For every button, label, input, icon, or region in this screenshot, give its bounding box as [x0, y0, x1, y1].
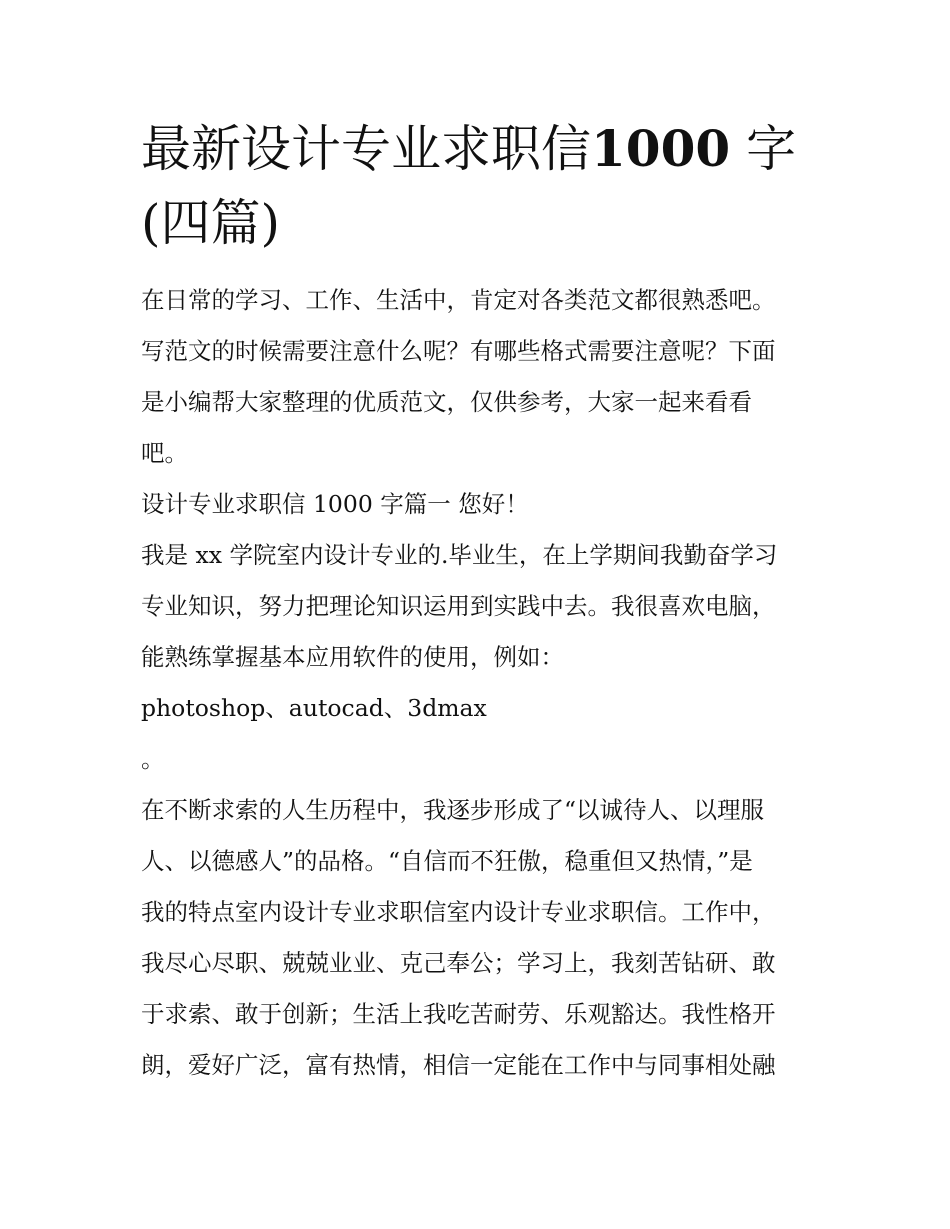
body-line: 在日常的学习、工作、生活中，肯定对各类范文都很熟悉吧。: [141, 286, 776, 314]
section-heading: 设计专业求职信 1000 字篇一 您好！: [141, 490, 529, 518]
body-line: 我尽心尽职、兢兢业业、克己奉公；学习上，我刻苦钻研、敢: [141, 949, 776, 977]
body-line: photoshop、autocad、3dmax: [141, 694, 487, 722]
body-line: 于求索、敢于创新；生活上我吃苦耐劳、乐观豁达。我性格开: [141, 1000, 776, 1028]
body-line: 专业知识，努力把理论知识运用到实践中去。我很喜欢电脑，: [141, 592, 776, 620]
body-line: 人、以德感人”的品格。“自信而不狂傲，稳重但又热情，”是: [141, 847, 753, 875]
body-line: 我是 xx 学院室内设计专业的.毕业生，在上学期间我勤奋学习: [141, 541, 778, 569]
title-text-b: 字: [730, 120, 797, 178]
body-line: 我的特点室内设计专业求职信室内设计专业求职信。工作中，: [141, 898, 776, 926]
title-number: 1000: [591, 119, 731, 178]
body-line: 朗，爱好广泛，富有热情，相信一定能在工作中与同事相处融: [141, 1051, 776, 1079]
body-line: 能熟练掌握基本应用软件的使用，例如：: [141, 643, 564, 671]
body-line: 在不断求索的人生历程中，我逐步形成了“以诚待人、以理服: [141, 796, 765, 824]
body-line: 写范文的时候需要注意什么呢？有哪些格式需要注意呢？下面: [141, 337, 776, 365]
title-text-a: 最新设计专业求职信: [141, 120, 591, 178]
body-line: 。: [141, 745, 165, 773]
body-line: 吧。: [141, 439, 188, 467]
title-subtitle: (四篇): [141, 194, 281, 252]
document-title: [141, 112, 831, 260]
body-line: 是小编帮大家整理的优质范文，仅供参考，大家一起来看看: [141, 388, 752, 416]
